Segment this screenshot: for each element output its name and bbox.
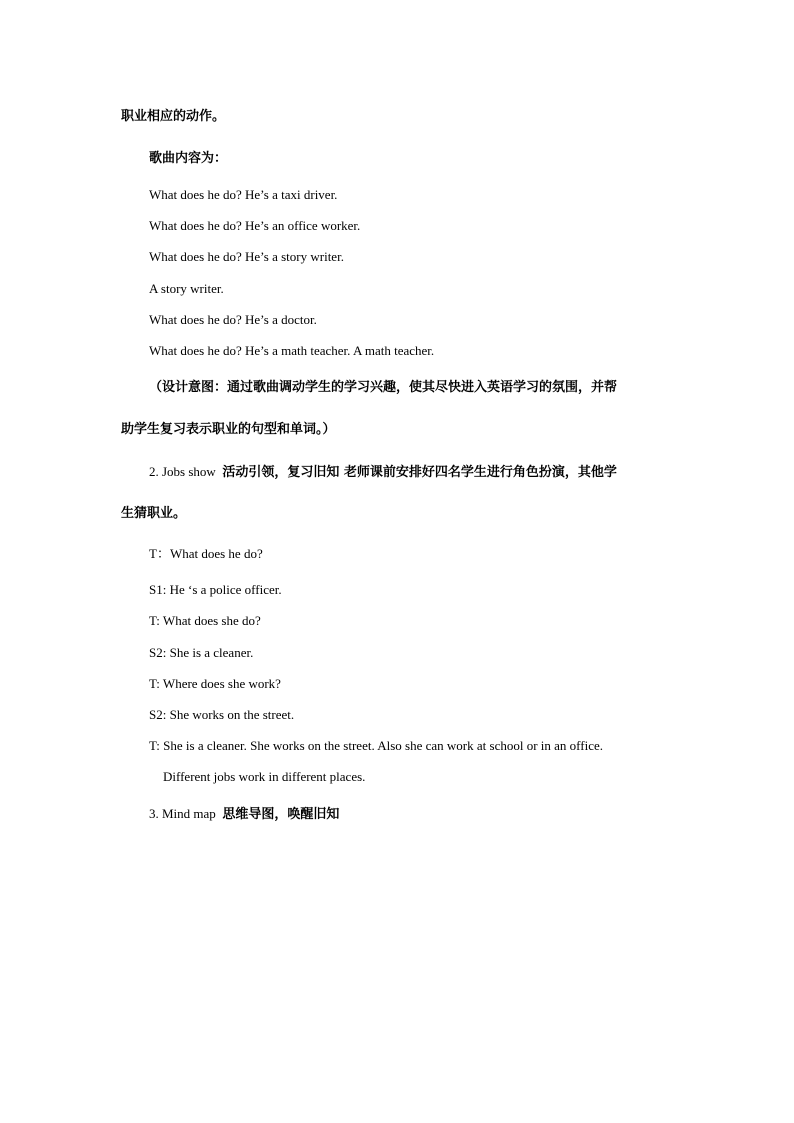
dialogue-line-5: T: Where does she work?: [149, 676, 281, 691]
step-2-line-2: 生猜职业。: [121, 506, 187, 521]
dialogue-line-4: S2: She is a cleaner.: [149, 645, 254, 660]
step-3-description: 思维导图，唤醒旧知: [222, 807, 340, 822]
song-line-2: What does he do? He’s an office worker.: [149, 218, 361, 233]
step-3-label: 3. Mind map: [149, 806, 216, 821]
song-line-4: A story writer.: [149, 281, 224, 296]
dialogue-line-6: S2: She works on the street.: [149, 707, 295, 722]
dialogue-line-3: T: What does she do?: [149, 613, 261, 628]
song-line-3: What does he do? He’s a story writer.: [149, 249, 344, 264]
song-line-1: What does he do? He’s a taxi driver.: [149, 187, 338, 202]
step-2-description: 活动引领，复习旧知 老师课前安排好四名学生进行角色扮演，其他学: [222, 465, 617, 480]
step-3-line: [149, 805, 339, 824]
design-intent-line-2: 助学生复习表示职业的句型和单词。）: [121, 422, 336, 437]
step-2-line-1: [149, 463, 617, 482]
song-heading: 歌曲内容为：: [149, 151, 228, 166]
dialogue-long-line-2: Different jobs work in different places.: [163, 769, 366, 784]
song-line-6: What does he do? He’s a math teacher. A math teacher.: [149, 343, 435, 358]
step-2-label: 2. Jobs show: [149, 464, 216, 479]
dialogue-line-2: S1: He ‘s a police officer.: [149, 582, 282, 597]
song-line-5: What does he do? He’s a doctor.: [149, 312, 317, 327]
dialogue-line-1: T：What does he do?: [149, 546, 263, 561]
design-intent-line-1: （设计意图：通过歌曲调动学生的学习兴趣，使其尽快进入英语学习的氛围，并帮: [149, 380, 618, 395]
dialogue-long-line-1: T: She is a cleaner. She works on the street. Also she can work at school or in an office.: [149, 738, 603, 753]
paragraph-intro: 职业相应的动作。: [121, 109, 226, 124]
